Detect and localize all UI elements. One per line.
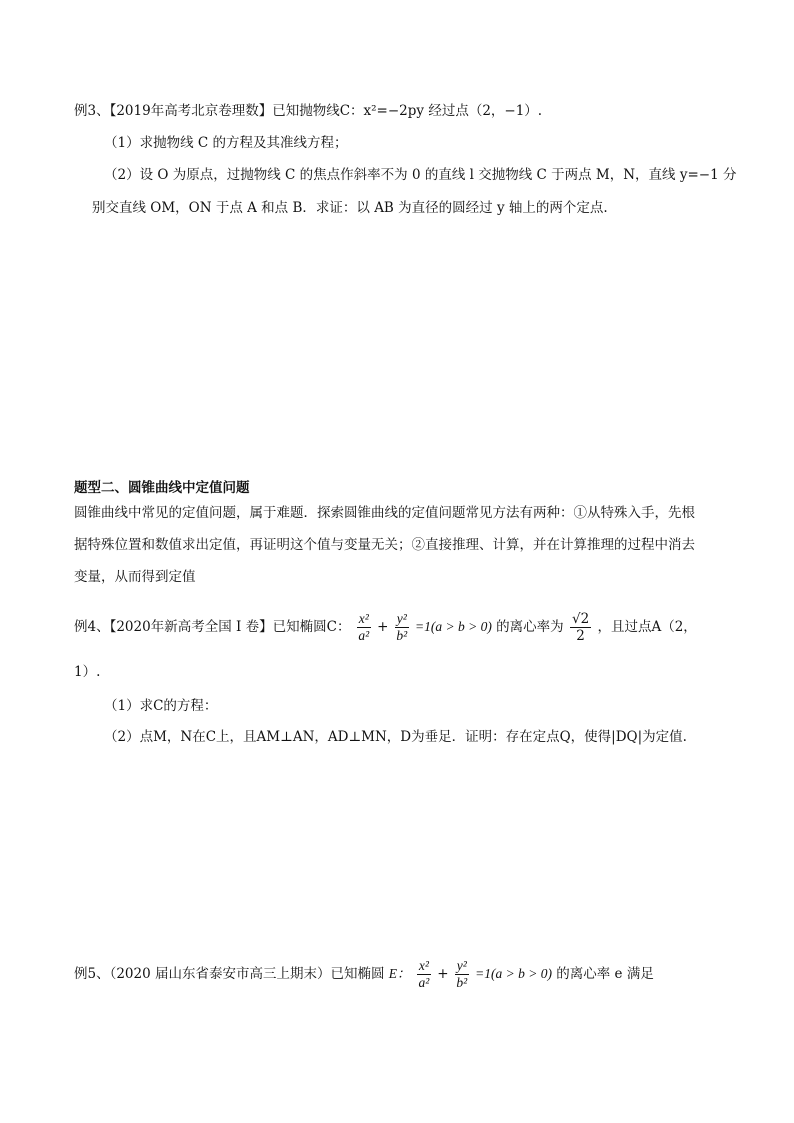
example5-label: E： bbox=[388, 966, 411, 981]
example5-frac2-den: b² bbox=[456, 975, 468, 990]
example4-question2: （2）点M，N在C上，且AM⊥AN，AD⊥MN，D为垂足．证明：存在定点Q，使得|DQ|为定值. bbox=[104, 729, 687, 745]
example4-suffix: ，且过点A（2， bbox=[597, 619, 697, 635]
section2-desc-line2: 据特殊位置和数值求出定值，再证明这个值与变量无关；②直接推理、计算，并在计算推理的过程中消去 bbox=[74, 537, 695, 553]
example5-title bbox=[74, 954, 654, 994]
example4-eccentricity bbox=[570, 611, 591, 644]
example3-question2-line1: （2）设 O 为原点，过抛物线 C 的焦点作斜率不为 0 的直线 l 交抛物线 C 于两点 M，N，直线 y=−1 分 bbox=[104, 167, 737, 183]
example4-equation-rest: =1(a > b > 0) bbox=[415, 619, 492, 634]
example5-plus: + bbox=[437, 966, 449, 982]
example4-frac2-den: b² bbox=[396, 628, 408, 643]
example5-prefix: 例5、（2020 届山东省泰安市高三上期末）已知椭圆 bbox=[74, 966, 385, 982]
example4-plus: + bbox=[377, 619, 389, 635]
example4-title-line2: 1）. bbox=[74, 664, 101, 680]
example4-fraction-x bbox=[357, 611, 371, 644]
example4-prefix: 例4、【2020年新高考全国 I 卷】已知椭圆C： bbox=[74, 619, 351, 635]
example5-frac1-den: a² bbox=[418, 975, 430, 990]
example4-frac2-num: y² bbox=[396, 611, 407, 626]
example5-frac2-num: y² bbox=[456, 958, 467, 973]
example3-question1: （1）求抛物线 C 的方程及其准线方程； bbox=[104, 135, 348, 151]
example3-question2-line2: 别交直线 OM，ON 于点 A 和点 B．求证：以 AB 为直径的圆经过 y 轴上的两个定点. bbox=[92, 200, 608, 216]
example3-title: 例3、【2019年高考北京卷理数】已知抛物线C：x²=−2py 经过点（2，−1）. bbox=[74, 103, 543, 119]
example5-fraction-y bbox=[455, 958, 469, 991]
example4-ecc-num: √2 bbox=[571, 611, 590, 627]
example4-frac1-num: x² bbox=[358, 611, 369, 626]
example4-fraction-y bbox=[395, 611, 409, 644]
section2-heading: 题型二、圆锥曲线中定值问题 bbox=[74, 480, 250, 496]
example5-suffix: 的离心率 e 满足 bbox=[556, 966, 654, 982]
section2-desc-line1: 圆锥曲线中常见的定值问题，属于难题．探索圆锥曲线的定值问题常见方法有两种：①从特殊入手，先根 bbox=[74, 505, 695, 521]
example4-question1: （1）求C的方程： bbox=[104, 698, 218, 714]
example4-title bbox=[74, 607, 697, 647]
example4-ecc-den: 2 bbox=[576, 628, 585, 644]
example5-equation-rest: =1(a > b > 0) bbox=[475, 966, 552, 981]
example4-mid-text: 的离心率为 bbox=[496, 619, 564, 635]
example5-frac1-num: x² bbox=[418, 958, 429, 973]
example4-frac1-den: a² bbox=[358, 628, 370, 643]
section2-desc-line3: 变量，从而得到定值 bbox=[74, 569, 196, 585]
example5-fraction-x bbox=[417, 958, 431, 991]
